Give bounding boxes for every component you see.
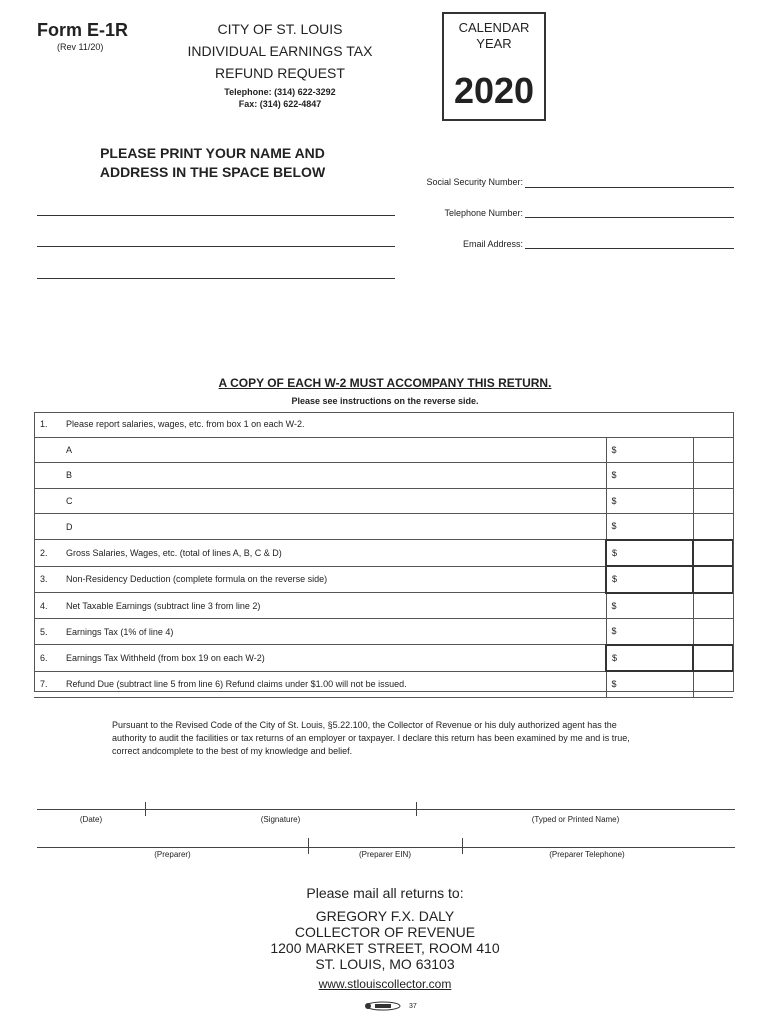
calendar-year: 2020: [453, 70, 535, 111]
union-label: [363, 1001, 417, 1011]
line-3-cents[interactable]: [693, 566, 733, 593]
preparer-label: (Preparer): [154, 850, 191, 859]
line-number: 2.: [34, 540, 66, 567]
line-4-cents[interactable]: [693, 593, 733, 619]
line-7-amount[interactable]: $: [606, 671, 693, 697]
table-row: [34, 412, 733, 437]
line-label: Please report salaries, wages, etc. from box 1 on each W-2.: [66, 412, 733, 437]
line-d-cents[interactable]: [693, 514, 733, 540]
line-6-cents[interactable]: [693, 645, 733, 672]
table-row: [34, 566, 733, 593]
telephone: Telephone: (314) 622-3292: [224, 87, 336, 97]
line-7-cents[interactable]: [693, 671, 733, 697]
date-label: (Date): [79, 815, 103, 824]
title-refund: REFUND REQUEST: [215, 65, 345, 81]
line-label: Earnings Tax (1% of line 4): [66, 619, 606, 645]
line-label: Net Taxable Earnings (subtract line 3 from line 2): [66, 593, 606, 619]
line-2-cents[interactable]: [693, 540, 733, 567]
email-field[interactable]: [525, 248, 734, 249]
line-3-amount[interactable]: $: [606, 566, 693, 593]
line-d-amount[interactable]: $: [606, 514, 693, 540]
phone-field[interactable]: [525, 217, 734, 218]
calendar-year-box: [442, 12, 546, 121]
preparer-ein-label: (Preparer EIN): [358, 850, 411, 859]
line-6-amount[interactable]: $: [606, 645, 693, 672]
table-row: [34, 645, 733, 672]
line-label: Gross Salaries, Wages, etc. (total of lines A, B, C & D): [66, 540, 606, 567]
website-link[interactable]: www.stlouiscollector.com: [318, 977, 452, 991]
collector-office: COLLECTOR OF REVENUE: [294, 924, 476, 940]
typed-name-label: (Typed or Printed Name): [531, 815, 620, 824]
line-number: [34, 514, 66, 540]
line-number: 1.: [34, 412, 66, 437]
signature-line[interactable]: [37, 809, 735, 810]
form-code: Form E-1R: [37, 20, 129, 40]
line-b-cents[interactable]: [693, 463, 733, 489]
line-number: 3.: [34, 566, 66, 593]
w2-notice: A COPY OF EACH W-2 MUST ACCOMPANY THIS RETURN.: [218, 376, 552, 390]
line-number: 4.: [34, 593, 66, 619]
line-number: [34, 488, 66, 514]
line-number: [34, 437, 66, 463]
line-label: C: [66, 488, 606, 514]
signature-label: (Signature): [260, 815, 301, 824]
form-revision: (Rev 11/20): [57, 42, 104, 52]
table-row: [34, 463, 733, 489]
table-row: [34, 437, 733, 463]
line-b-amount[interactable]: $: [606, 463, 693, 489]
email-label: Email Address:: [462, 239, 523, 249]
mail-intro: Please mail all returns to:: [306, 885, 464, 901]
line-number: 5.: [34, 619, 66, 645]
earnings-table: [34, 412, 734, 698]
table-row: [34, 488, 733, 514]
table-row: [34, 671, 733, 697]
phone-label: Telephone Number:: [444, 208, 523, 218]
line-number: 7.: [34, 671, 66, 697]
line-label: Earnings Tax Withheld (from box 19 on each W-2): [66, 645, 606, 672]
calendar-label: CALENDAR: [458, 20, 530, 35]
line-a-amount[interactable]: $: [606, 437, 693, 463]
mail-city: ST. LOUIS, MO 63103: [315, 956, 455, 972]
union-bug-icon: [363, 1001, 407, 1011]
table-row: [34, 619, 733, 645]
mail-street: 1200 MARKET STREET, ROOM 410: [270, 940, 500, 956]
year-label: YEAR: [476, 36, 512, 51]
line-4-amount[interactable]: $: [606, 593, 693, 619]
line-number: 6.: [34, 645, 66, 672]
line-number: [34, 463, 66, 489]
line-label: Refund Due (subtract line 5 from line 6) Refund claims under $1.00 will not be issued.: [66, 671, 606, 697]
name-address-line-2[interactable]: [37, 246, 395, 247]
title-city: CITY OF ST. LOUIS: [217, 21, 343, 37]
name-instruction-line-2: ADDRESS IN THE SPACE BELOW: [99, 164, 326, 180]
union-label-number: 37: [408, 1002, 417, 1010]
line-label: Non-Residency Deduction (complete formula on the reverse side): [66, 566, 606, 593]
instructions-note: Please see instructions on the reverse side.: [291, 396, 479, 406]
line-label: B: [66, 463, 606, 489]
line-c-cents[interactable]: [693, 488, 733, 514]
line-label: A: [66, 437, 606, 463]
table-row: [34, 514, 733, 540]
line-5-amount[interactable]: $: [606, 619, 693, 645]
table-row: [34, 540, 733, 567]
line-c-amount[interactable]: $: [606, 488, 693, 514]
declaration-text: Pursuant to the Revised Code of the City of St. Louis, §5.22.100, the Collector of Revenue or his duly authorized agent has the authority to audit the facilities or tax returns of an employer or taxpayer. I declare this return has been examined by me and is true, correct andcomplete to the best of my knowledge and belief.: [112, 720, 630, 756]
name-address-line-3[interactable]: [37, 278, 395, 279]
signature-divider: [416, 802, 417, 816]
ssn-label: Social Security Number:: [426, 177, 523, 187]
preparer-phone-label: (Preparer Telephone): [549, 850, 625, 859]
name-instruction-line-1: PLEASE PRINT YOUR NAME AND: [100, 145, 325, 161]
name-instruction: [60, 144, 365, 182]
table-row: [34, 593, 733, 619]
line-5-cents[interactable]: [693, 619, 733, 645]
line-2-amount[interactable]: $: [606, 540, 693, 567]
fax: Fax: (314) 622-4847: [238, 99, 322, 109]
signature-divider: [145, 802, 146, 816]
ssn-field[interactable]: [525, 187, 734, 188]
title-tax: INDIVIDUAL EARNINGS TAX: [187, 43, 373, 59]
preparer-line[interactable]: [37, 847, 735, 848]
line-a-cents[interactable]: [693, 437, 733, 463]
line-label: D: [66, 514, 606, 540]
name-address-line-1[interactable]: [37, 215, 395, 216]
collector-name: GREGORY F.X. DALY: [315, 908, 455, 924]
